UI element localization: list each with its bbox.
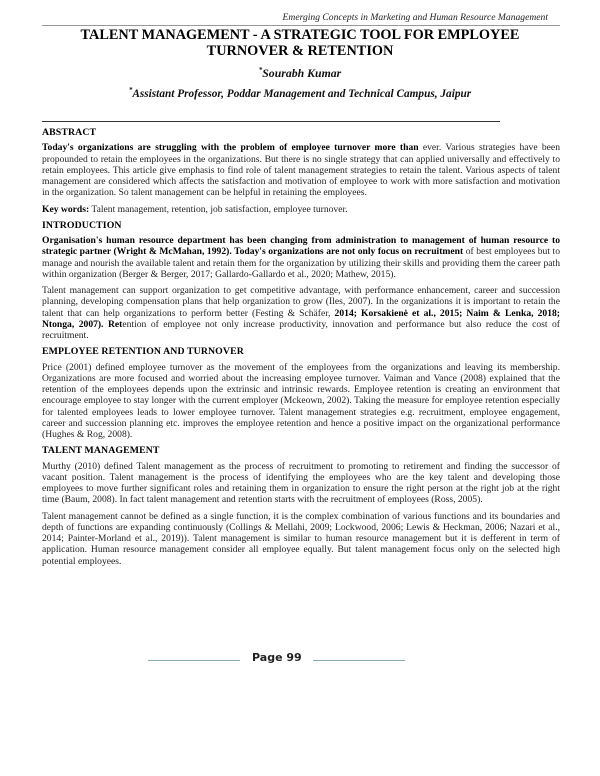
introduction-p2-bold: 2014; Korsakienė et al., 2015; Naim & Lenka, 2018; Ntonga, 2007). Ret [42,307,560,330]
introduction-p2-tail: ention of employee not only increase productivity, innovation and performance but also reduce the cost of recruitment. [42,318,560,341]
header-rule [42,25,560,26]
keywords [42,204,560,215]
paper-title: TALENT MANAGEMENT - A STRATEGIC TOOL FOR EMPLOYEE TURNOVER & RETENTION [80,27,520,59]
retention-paragraph: Price (2001) defined employee turnover as the movement of the employees from the organizations and leaving its membership. Organizations are more focused and worried about the increasing employee turnover. Vaiman and Vance (2008) explained that the retention of the employees depends upon the extrinsic and intrinsic rewards. Employee retention is creating an environment that encourage employee to stay longer with the current employer (Mckeown, 2002). Taking the measure for employee retention especially for talented employees leads to lower employee turnover. Talent management strategies e.g. recruitment, employee engagement, career and succession planning etc. improves the employee retention and hence a positive impact on the organizational performance (Hughes & Rog, 2008). [42,361,560,440]
running-header: Emerging Concepts in Marketing and Human Resource Management [282,12,548,23]
footer-rule-left [148,660,240,661]
introduction-p1-body: of best employees but to manage and nourish the available talent and retain them for the organization by utilizing their skills and providing them the career path within organization (Berger & Berger, 2017; Gallardo-Gallardo et al., 2020; Mathew, 2015). [42,246,560,280]
introduction-lead: Organisation's human resource department has been changing from administration to management of human resource to strategic partner (Wright & McMahan, 1992). Today's organizations are not only focus on recruitment [42,235,560,258]
talent-paragraph-2: Talent management cannot be defined as a single function, it is the complex combination of various functions and its boundaries and depth of functions are expanding continuously (Collings & Mellahi, 2009; Lockwood, 2006; Lewis & Heckman, 2006; Nazari et al., 2014; Painter-Morland et al., 2019)). Talent management is similar to human resource management but it is defferent in term of application. Human resource management consider all employee equally. But talent management focus only on the selected high potential employees. [42,510,560,567]
affiliation: Assistant Professor, Poddar Management and Technical Campus, Jaipur [132,88,472,100]
introduction-p2-body: Talent management can support organization to get competitive advantage, with performance enhancement, career and succession planning, developing compensation plans that help organization to grow (Iles, 2007). In the organizations it is important to retain the talent that can help organizations to perform better (Festing & Schäfer, [42,285,560,319]
author-name: Sourabh Kumar [262,66,342,80]
keywords-text: Talent management, retention, job satisfaction, employee turnover. [89,203,348,215]
affiliation-mark: * [128,86,133,94]
talent-heading: TALENT MANAGEMENT [42,445,160,457]
page-number: Page 99 [252,651,302,664]
author-line [0,66,600,81]
article-body [42,127,560,572]
footer-rule-right [313,660,405,661]
affiliation-line [0,86,600,100]
talent-paragraph-1: Murthy (2010) defined Talent management as the process of recruitment to promoting to retirement and finding the successor of vacant position. Talent management is the process of identifying the employees who are the key talent and developing those employees to move further significant roles and retaining them in organization to ensure the right person at the right job at the right time (Baum, 2008). In fact talent management and retention starts with the recruitment of employees (Ross, 2005). [42,460,560,506]
retention-heading: EMPLOYEE RETENTION AND TURNOVER [42,346,244,358]
abstract-body: ever. Various strategies have been propounded to retain the employees in the organizations. But there is no single strategy that can applied universally and effectively to retain employees. This article give emphasis to find role of talent management strategies to retain the talent. Various aspects of talent management are considered which affects the satisfaction and motivation of employee to work with more satisfaction and motivation in the organization. So talent management can be helpful in retaining the employees. [42,142,560,199]
author-mark: * [258,66,263,74]
abstract-text [42,142,560,198]
introduction-heading: INTRODUCTION [42,219,122,231]
introduction-paragraph-1 [42,235,560,280]
keywords-label: Key words: [42,203,90,215]
introduction-paragraph-2 [42,285,560,341]
abstract-heading: ABSTRACT [42,127,97,138]
abstract-lead: Today's organizations are struggling with the problem of employee turnover more than [42,142,419,154]
section-divider [42,121,500,122]
